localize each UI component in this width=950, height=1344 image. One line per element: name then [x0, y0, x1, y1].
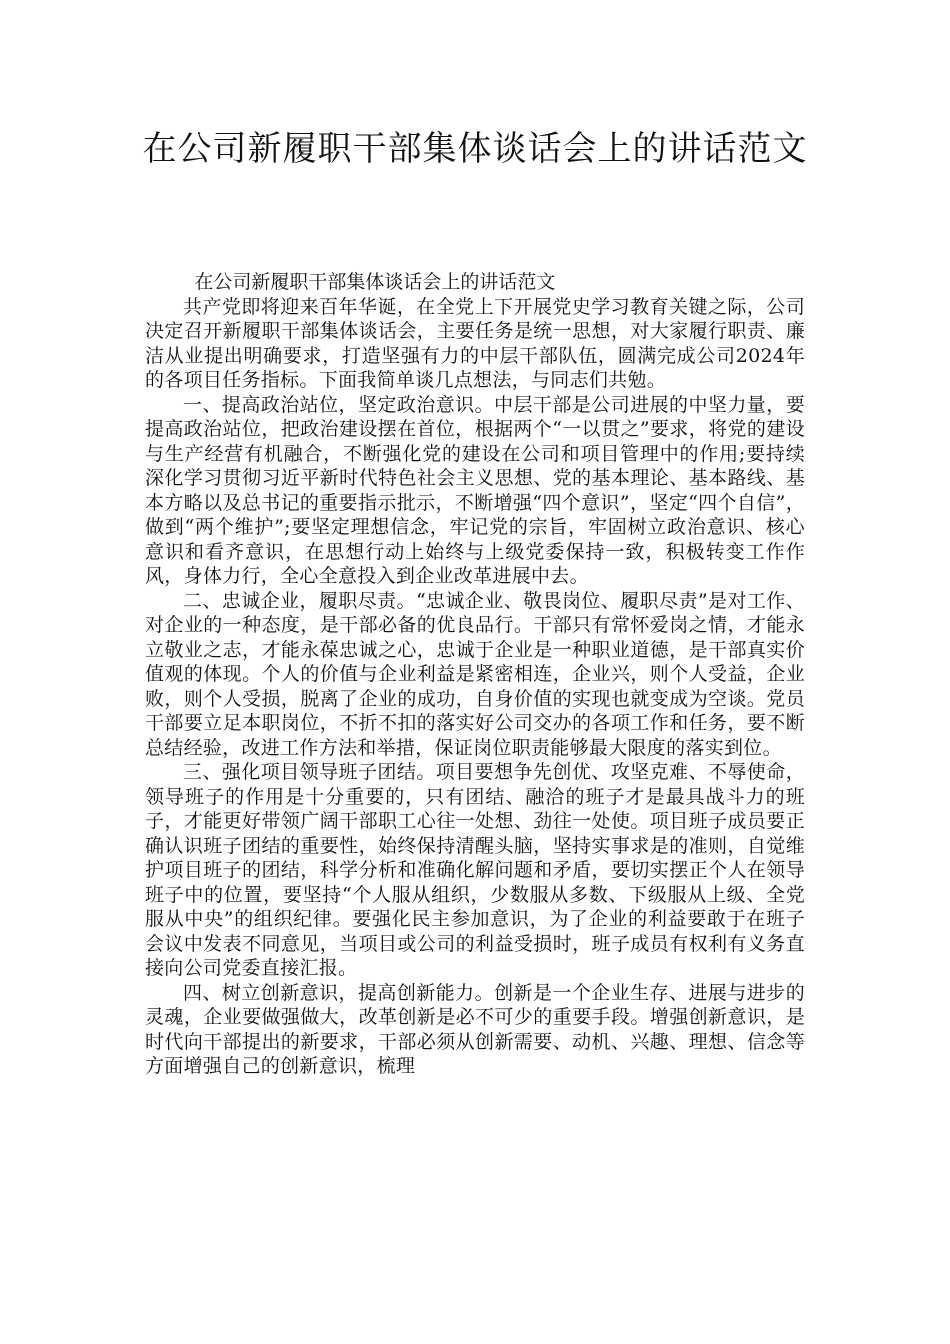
document-subtitle: 在公司新履职干部集体谈话会上的讲话范文: [194, 271, 556, 293]
document-title: 在公司新履职干部集体谈话会上的讲话范文: [142, 129, 808, 169]
intro-paragraph: 共产党即将迎来百年华诞，在全党上下开展党史学习教育关键之际，公司决定召开新履职干部集体谈话会，主要任务是统一思想，对大家履行职责、廉洁从业提出明确要求，打造坚强有力的中层干部队伍，圆满完成公司2024年的各项目任务指标。下面我简单谈几点想法，与同志们共勉。: [145, 295, 805, 391]
document-body: [145, 270, 805, 1079]
section-1-paragraph: 一、提高政治站位，坚定政治意识。中层干部是公司进展的中坚力量，要提高政治站位，把政治建设摆在首位，根据两个“一以贯之”要求，将党的建设与生产经营有机融合，不断强化党的建设在公司和项目管理中的作用;要持续深化学习贯彻习近平新时代特色社会主义思想、党的基本理论、基本路线、基本方略以及总书记的重要指示批示，不断增强“四个意识”，坚定“四个自信”，做到“两个维护”;要坚定理想信念，牢记党的宗旨，牢固树立政治意识、核心意识和看齐意识，在思想行动上始终与上级党委保持一致，积极转变工作作风，身体力行，全心全意投入到企业改革进展中去。: [145, 393, 805, 587]
section-3-paragraph: 三、强化项目领导班子团结。项目要想争先创优、攻坚克难、不辱使命，领导班子的作用是十分重要的，只有团结、融洽的班子才是最具战斗力的班子，才能更好带领广阔干部职工心往一处想、劲往一处使。项目班子成员要正确认识班子团结的重要性，始终保持清醒头脑，坚持实事求是的准则，自觉维护项目班子的团结，科学分析和准确化解问题和矛盾，要切实摆正个人在领导班子中的位置，要坚持“个人服从组织，少数服从多数、下级服从上级、全党服从中央”的组织纪律。要强化民主参加意识，为了企业的利益要敢于在班子会议中发表不同意见，当项目或公司的利益受损时，班子成员有权利有义务直接向公司党委直接汇报。: [145, 761, 805, 979]
section-4-paragraph: 四、树立创新意识，提高创新能力。创新是一个企业生存、进展与进步的灵魂，企业要做强做大，改革创新是必不可少的重要手段。增强创新意识，是时代向干部提出的新要求，干部必须从创新需要、动机、兴趣、理想、信念等方面增强自己的创新意识，梳理: [145, 981, 805, 1077]
section-2-paragraph: 二、忠诚企业，履职尽责。“忠诚企业、敬畏岗位、履职尽责”是对工作、对企业的一种态度，是干部必备的优良品行。干部只有常怀爱岗之情，才能永立敬业之志，才能永葆忠诚之心，忠诚于企业是一种职业道德，是干部真实价值观的体现。个人的价值与企业利益是紧密相连，企业兴，则个人受益，企业败，则个人受损，脱离了企业的成功，自身价值的实现也就变成为空谈。党员干部要立足本职岗位，不折不扣的落实好公司交办的各项工作和任务，要不断总结经验，改进工作方法和举措，保证岗位职责能够最大限度的落实到位。: [145, 589, 805, 759]
